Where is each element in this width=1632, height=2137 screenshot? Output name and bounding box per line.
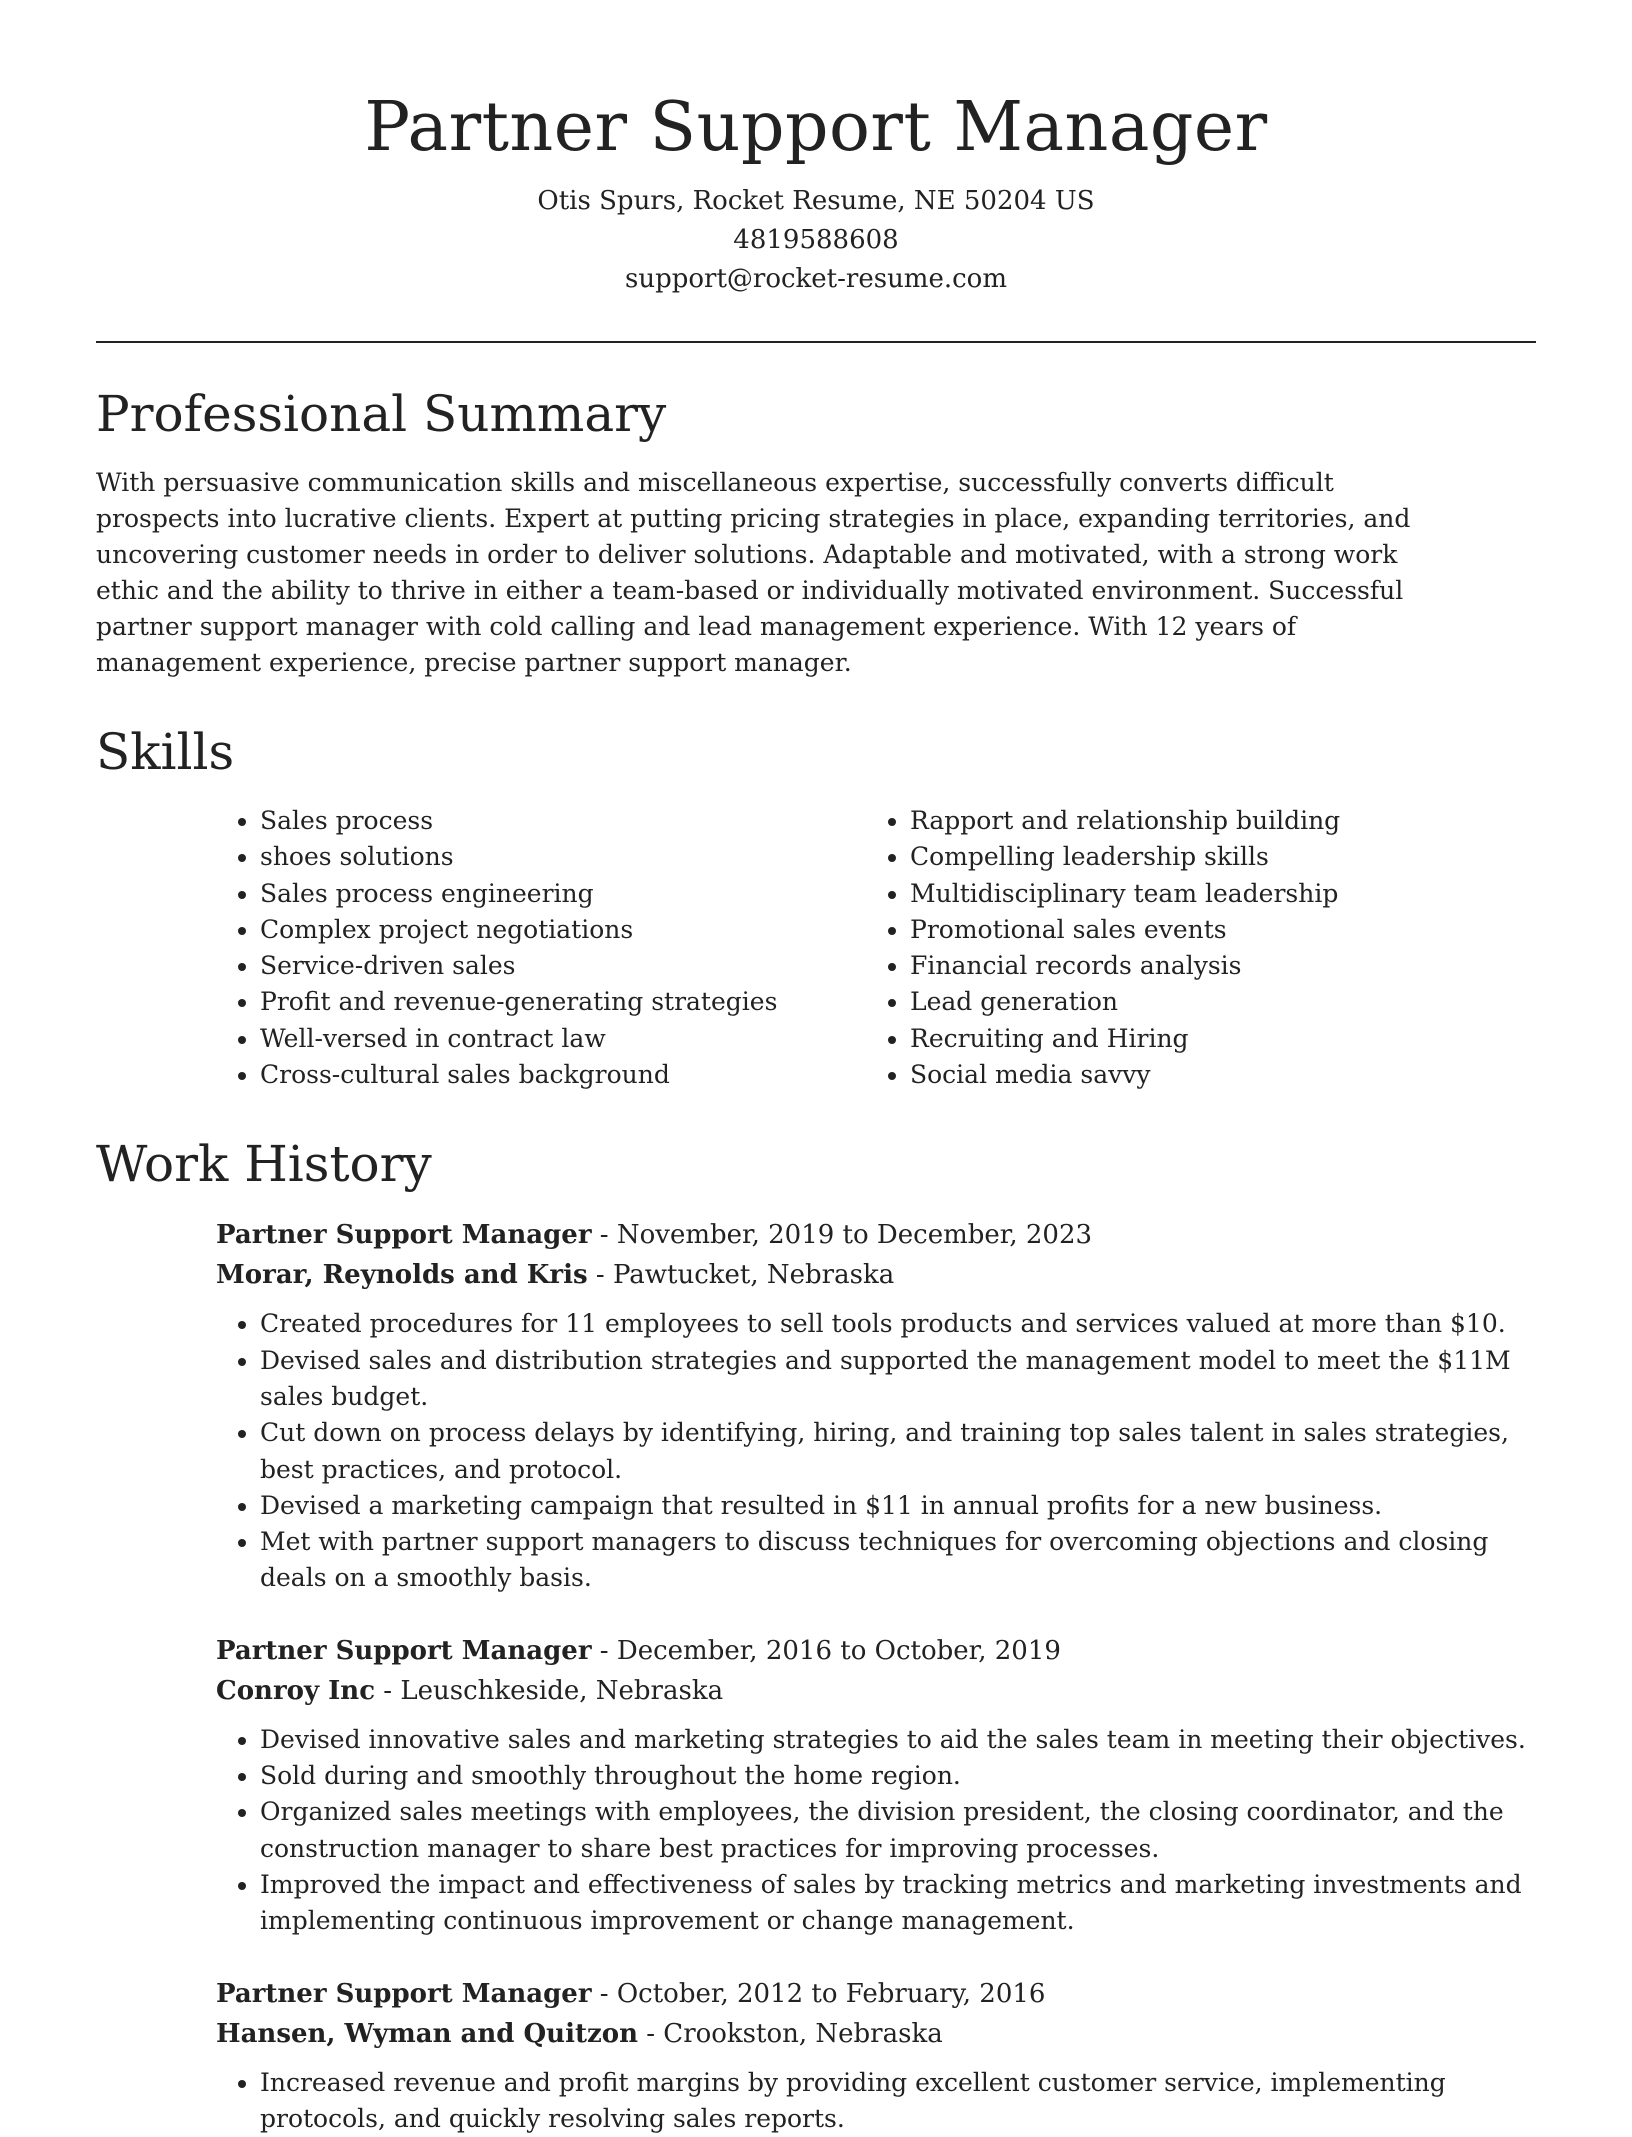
job-bullet: • Devised innovative sales and marketing strategies to aid the sales team in meeting their objectives. xyxy=(260,1722,1536,1758)
skill-item: • Lead generation xyxy=(910,984,1530,1020)
skill-item: • Well-versed in contract law xyxy=(260,1021,866,1057)
job-bullet: • Improved the impact and effectiveness of sales by tracking metrics and marketing investments and implementing continuous improvement or change management. xyxy=(260,1867,1536,1940)
job-title-line xyxy=(216,1215,1536,1255)
job-location: - Crookston, Nebraska xyxy=(637,2018,943,2049)
skill-item: • Profit and revenue-generating strategies xyxy=(260,984,866,1020)
job-bullets xyxy=(216,1722,1536,1940)
job-bullet: • Cut down on process delays by identifying, hiring, and training top sales talent in sales strategies, best practices, and protocol. xyxy=(260,1415,1536,1488)
skill-item: • Social media savvy xyxy=(910,1057,1530,1093)
skill-item: • Rapport and relationship building xyxy=(910,803,1530,839)
phone: 4819588608 xyxy=(733,225,899,255)
job-company-line xyxy=(216,1255,1536,1295)
job-company-line xyxy=(216,2014,1536,2054)
job-entry xyxy=(216,1631,1536,1940)
job-bullet: • Sold during and smoothly throughout the home region. xyxy=(260,1758,1536,1794)
resume-header xyxy=(96,0,1536,299)
job-company: Morar, Reynolds and Kris xyxy=(216,1260,588,1291)
skill-item: • Promotional sales events xyxy=(910,912,1530,948)
work-history-heading: Work History xyxy=(96,1135,432,1194)
job-dates: - October, 2012 to February, 2016 xyxy=(591,1978,1046,2009)
skill-item: • Sales process xyxy=(260,803,866,839)
address: Otis Spurs, Rocket Resume, NE 50204 US xyxy=(537,186,1095,216)
job-role: Partner Support Manager xyxy=(216,1635,592,1666)
job-company-line xyxy=(216,1671,1536,1711)
job-location: - Pawtucket, Nebraska xyxy=(587,1260,895,1291)
job-dates: - December, 2016 to October, 2019 xyxy=(591,1635,1061,1666)
job-bullet: • Increased revenue and profit margins by providing excellent customer service, implementing protocols, and quickly resolving sales reports. xyxy=(260,2065,1536,2137)
resume-page xyxy=(96,0,1536,2137)
job-title-line xyxy=(216,1631,1536,1671)
job-entry xyxy=(216,1215,1536,1596)
job-bullets xyxy=(216,1306,1536,1596)
job-dates: - November, 2019 to December, 2023 xyxy=(591,1220,1093,1251)
email: support@rocket-resume.com xyxy=(624,264,1007,294)
job-bullet: • Met with partner support managers to discuss techniques for overcoming objections and closing deals on a smoothly basis. xyxy=(260,1524,1536,1597)
skills-heading: Skills xyxy=(96,723,235,781)
job-company: Hansen, Wyman and Quitzon xyxy=(216,2018,638,2049)
job-role: Partner Support Manager xyxy=(216,1220,592,1251)
resume-name: Partner Support Manager xyxy=(364,88,1268,167)
job-title-line xyxy=(216,1974,1536,2014)
job-company: Conroy Inc xyxy=(216,1675,376,1706)
skills-list xyxy=(216,803,1536,1093)
skill-item: • Service-driven sales xyxy=(260,948,866,984)
job-bullet: • Devised a marketing campaign that resulted in $11 in annual profits for a new business. xyxy=(260,1488,1536,1524)
skill-item: • shoes solutions xyxy=(260,839,866,875)
job-location: - Leuschkeside, Nebraska xyxy=(375,1675,724,1706)
job-bullets xyxy=(216,2065,1536,2137)
skill-item: • Compelling leadership skills xyxy=(910,839,1530,875)
job-entry xyxy=(216,1974,1536,2137)
skill-item: • Recruiting and Hiring xyxy=(910,1021,1530,1057)
contact-block xyxy=(96,182,1536,299)
job-role: Partner Support Manager xyxy=(216,1978,592,2009)
summary-text: With persuasive communication skills and miscellaneous expertise, successfully converts difficult prospects into lucrative clients. Expert at putting pricing strategies in place, expanding territories, and uncovering customer needs in order to deliver solutions. Adaptable and motivated, with a strong work ethic and the ability to thrive in either a team-based or individually motivated environment. Successful partner support manager with cold calling and lead management experience. With 12 years of management experience, precise partner support manager. xyxy=(96,468,1411,677)
job-bullet: • Devised sales and distribution strategies and supported the management model to meet the $11M sales budget. xyxy=(260,1343,1536,1416)
summary-heading: Professional Summary xyxy=(96,385,667,443)
skills-column-1 xyxy=(216,803,866,1093)
job-bullet: • Organized sales meetings with employees, the division president, the closing coordinator, and the construction manager to share best practices for improving processes. xyxy=(260,1794,1536,1867)
skill-item: • Financial records analysis xyxy=(910,948,1530,984)
header-divider xyxy=(96,341,1536,343)
job-bullet: • Created procedures for 11 employees to sell tools products and services valued at more than $10. xyxy=(260,1306,1536,1342)
skill-item: • Cross-cultural sales background xyxy=(260,1057,866,1093)
skill-item: • Multidisciplinary team leadership xyxy=(910,876,1530,912)
skill-item: • Sales process engineering xyxy=(260,876,866,912)
skill-item: • Complex project negotiations xyxy=(260,912,866,948)
skills-column-2 xyxy=(866,803,1530,1093)
